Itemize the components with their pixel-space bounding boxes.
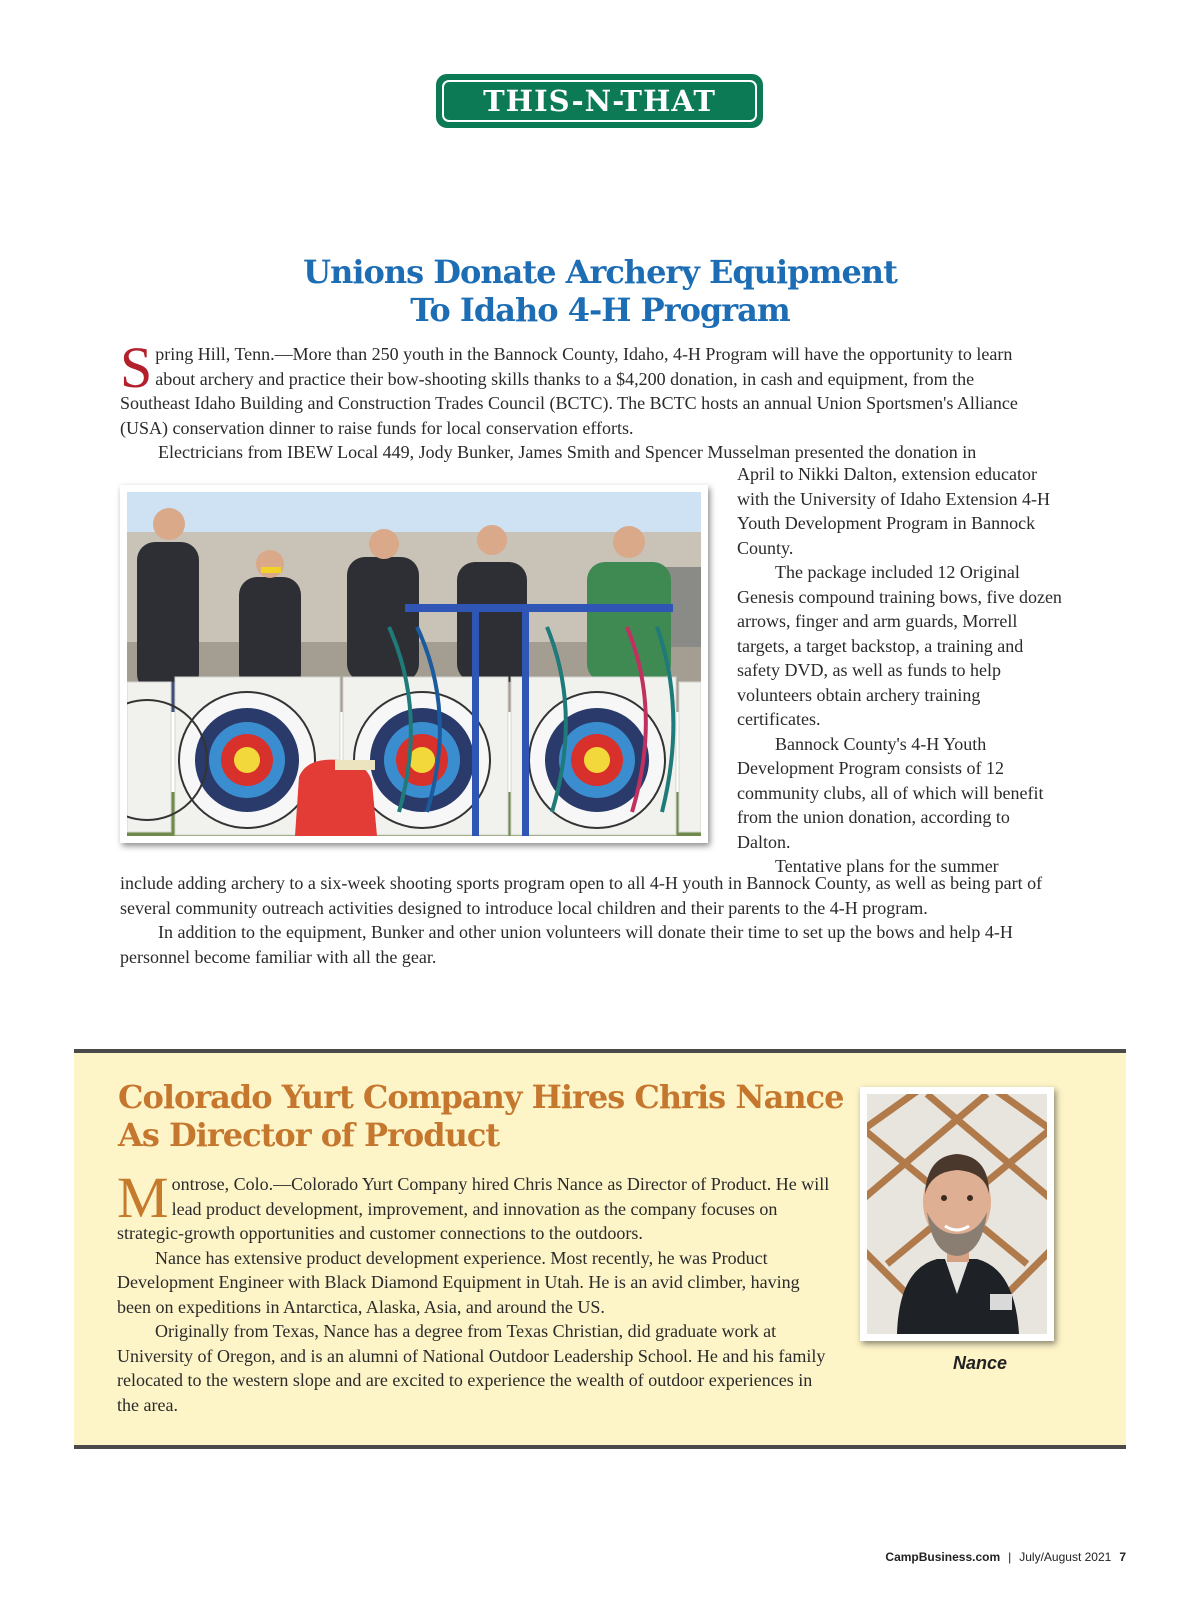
article1-paragraph-4: Bannock County's 4-H Youth Development Program consists of 12 community clubs, all of which will benefit from the union donation, according to Dalton. [737, 733, 1044, 852]
article1-paragraph-2-continued: April to Nikki Dalton, extension educator with the University of Idaho Extension 4-H Youth Development Program in Bannock County. [737, 464, 1050, 558]
article2-dropcap: M [117, 1165, 169, 1230]
footer-issue: July/August 2021 [1019, 1550, 1112, 1564]
article1-right-column [737, 462, 1062, 879]
footer-separator: | [1008, 1550, 1012, 1564]
article2-paragraph-3: Originally from Texas, Nance has a degree from Texas Christian, did graduate work at University of Oregon, and is an alumni of National Outdoor Leadership School. He and his family relocated to the western slope and are excited to experience the wealth of outdoor experiences in the area. [117, 1321, 826, 1415]
article2-paragraph-1-text: ontrose, Colo.—Colorado Yurt Company hired Chris Nance as Director of Product. He will lead product development, improvement, and innovation as the company focuses on strategic-growth opportunities and customer connections to the outdoors. [117, 1174, 830, 1243]
article2-headline-line1: Colorado Yurt Company Hires Chris Nance [118, 1078, 844, 1116]
portrait-illustration [867, 1094, 1047, 1334]
article1-closing [120, 871, 1052, 969]
article1-paragraph-6: In addition to the equipment, Bunker and other union volunteers will donate their time to set up the bows and help 4-H personnel become familiar with all the gear. [120, 922, 1013, 967]
article1-dropcap: S [120, 335, 153, 400]
article1-paragraph-5-continued: include adding archery to a six-week shooting sports program open to all 4-H youth in Bannock County, as well as being part of several community outreach activities designed to introduce local children and their parents to the 4-H program. [120, 873, 1043, 918]
section-banner [436, 74, 763, 128]
article2-body [117, 1165, 833, 1417]
article1-paragraph-3: The package included 12 Original Genesis compound training bows, five dozen arrows, finger and arm guards, Morrell targets, a target backstop, a training and safety DVD, as well as funds to help volunteers obtain archery training certificates. [737, 562, 1062, 729]
portrait-caption: Nance [952, 1353, 1008, 1373]
article1-headline [120, 253, 1080, 329]
footer-site: CampBusiness.com [885, 1550, 1001, 1564]
article1-headline-line1: Unions Donate Archery Equipment [303, 253, 897, 291]
footer-page-number: 7 [1119, 1550, 1126, 1564]
article2-paragraph-1 [117, 1165, 833, 1246]
archery-group-photo [120, 485, 708, 843]
article1-paragraph-1-text: pring Hill, Tenn.—More than 250 youth in the Bannock County, Idaho, 4-H Program will have the opportunity to learn about archery and practice their bow-shooting skills thanks to a $4,200 donation, in cash and equipment, from the Southeast Idaho Building and Construction Trades Council (BCTC). The BCTC hosts an annual Union Sportsmen's Alliance (USA) conservation dinner to raise funds for local conservation efforts. [120, 344, 1018, 438]
archery-photo-illustration [127, 492, 701, 836]
article1-paragraph-5-start: Tentative plans for the summer [775, 856, 999, 876]
article1-paragraph-1 [120, 335, 1042, 440]
article2-headline-line2: As Director of Product [118, 1116, 500, 1154]
article1-lead [120, 335, 1042, 465]
section-label: THIS-N-THAT [442, 80, 757, 122]
article1-headline-line2: To Idaho 4-H Program [410, 291, 790, 329]
article2-paragraph-2: Nance has extensive product development experience. Most recently, he was Product Development Engineer with Black Diamond Equipment in Utah. He is an avid climber, having been on expeditions in Antarctica, Alaska, Asia, and around the US. [117, 1247, 800, 1317]
nance-portrait-photo [860, 1087, 1054, 1341]
article1-paragraph-2-start: Electricians from IBEW Local 449, Jody Bunker, James Smith and Spencer Musselman presented the donation in [158, 442, 977, 462]
page-footer [885, 1550, 1126, 1564]
article2-headline [118, 1078, 878, 1154]
